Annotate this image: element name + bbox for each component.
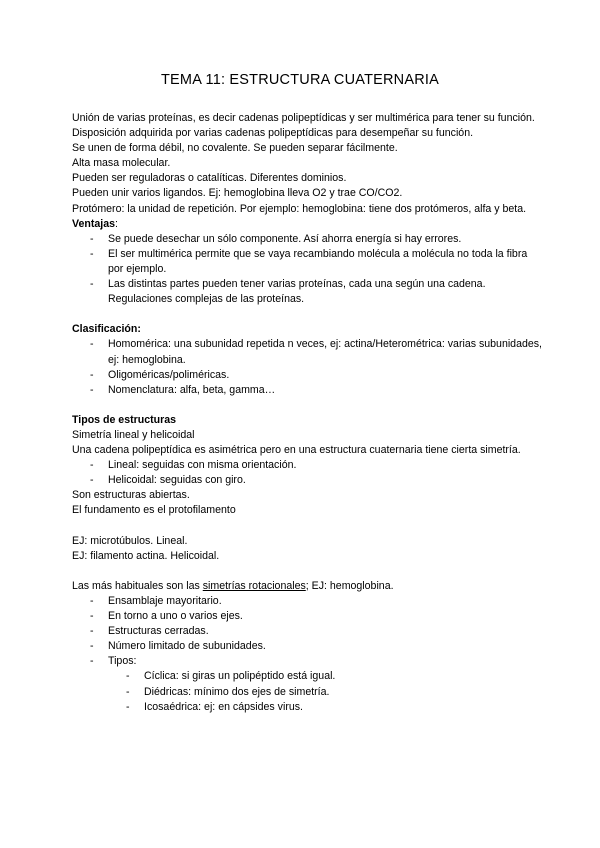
rotacionales-list xyxy=(72,594,542,715)
rotacionales-line xyxy=(72,579,542,594)
ventajas-title: Ventajas xyxy=(72,217,115,230)
intro-line: Pueden ser reguladoras o catalíticas. Diferentes dominios. xyxy=(72,172,347,185)
ventajas-list xyxy=(72,232,542,307)
list-item: - Oligoméricas/poliméricas. xyxy=(108,368,542,383)
list-item xyxy=(108,654,542,714)
list-item: - Ensamblaje mayoritario. xyxy=(108,594,542,609)
tipos-heading xyxy=(72,413,542,428)
tipos-after-line: El fundamento es el protofilamento xyxy=(72,504,236,517)
ventajas-colon: : xyxy=(115,217,118,230)
list-item: - Lineal: seguidas con misma orientación. xyxy=(108,458,542,473)
tipos-subheading: Simetría lineal y helicoidal xyxy=(72,428,195,441)
tipos-description: Una cadena polipeptídica es asimétrica pero en una estructura cuaternaria tiene cierta simetría. xyxy=(72,444,521,457)
intro-line: Disposición adquirida por varias cadenas polipeptídicas para desempeñar su función. xyxy=(72,127,474,140)
intro-line: Unión de varias proteínas, es decir cadenas polipeptídicas y ser multimérica para tener su función. xyxy=(72,112,535,124)
protomero-term: Protómero xyxy=(72,202,122,215)
intro-line: Alta masa molecular. xyxy=(72,157,171,170)
protomero-text: : la unidad de repetición. Por ejemplo: hemoglobina: tiene dos protómeros, alfa y beta. xyxy=(121,202,527,215)
tipos-label: Tipos: xyxy=(108,655,137,668)
sublist-item: - Cíclica: si giras un polipéptido está igual. xyxy=(144,669,542,684)
example-line: EJ: microtúbulos. Lineal. xyxy=(72,534,188,547)
list-item: - En torno a uno o varios ejes. xyxy=(108,609,542,624)
rotacionales-suffix: ; EJ: hemoglobina. xyxy=(305,579,394,592)
list-item: - Helicoidal: seguidas con giro. xyxy=(108,473,542,488)
sublist-item: - Diédricas: mínimo dos ejes de simetría. xyxy=(144,685,542,700)
clasificacion-heading xyxy=(72,322,542,337)
rotacionales-prefix: Las más habituales son las xyxy=(72,579,203,592)
list-item: - Estructuras cerradas. xyxy=(108,624,542,639)
tipos-title: Tipos de estructuras xyxy=(72,413,177,426)
sublist-item: - Icosaédrica: ej: en cápsides virus. xyxy=(144,700,542,715)
intro-line: Pueden unir varios ligandos. Ej: hemoglobina lleva O2 y trae CO/CO2. xyxy=(72,187,403,200)
tipos-sublist xyxy=(108,669,542,714)
page-title: TEMA 11: ESTRUCTURA CUATERNARIA xyxy=(161,72,439,88)
document-body xyxy=(72,111,542,715)
rotacionales-underlined: simetrías rotacionales xyxy=(202,579,306,592)
list-item: - Homomérica: una subunidad repetida n veces, ej: actina/Heterométrica: varias subunidades, ej: hemoglobina. xyxy=(108,337,542,367)
list-item: - Se puede desechar un sólo componente. Así ahorra energía si hay errores. xyxy=(108,232,542,247)
list-item: - Las distintas partes pueden tener varias proteínas, cada una según una cadena. Regulaciones complejas de las proteínas. xyxy=(108,277,542,307)
clasificacion-list xyxy=(72,337,542,397)
example-line: EJ: filamento actina. Helicoidal. xyxy=(72,549,220,562)
ventajas-heading xyxy=(72,217,542,232)
list-item: - Número limitado de subunidades. xyxy=(108,639,542,654)
protomero-definition xyxy=(72,202,542,217)
tipos-after-line: Son estructuras abiertas. xyxy=(72,489,190,502)
tipos-list xyxy=(72,458,542,488)
list-item: - Nomenclatura: alfa, beta, gamma… xyxy=(108,383,542,398)
clasificacion-title: Clasificación: xyxy=(72,323,141,336)
intro-line: Se unen de forma débil, no covalente. Se pueden separar fácilmente. xyxy=(72,142,398,155)
list-item: - El ser multimérica permite que se vaya recambiando molécula a molécula no toda la fibra por ejemplo. xyxy=(108,247,542,277)
